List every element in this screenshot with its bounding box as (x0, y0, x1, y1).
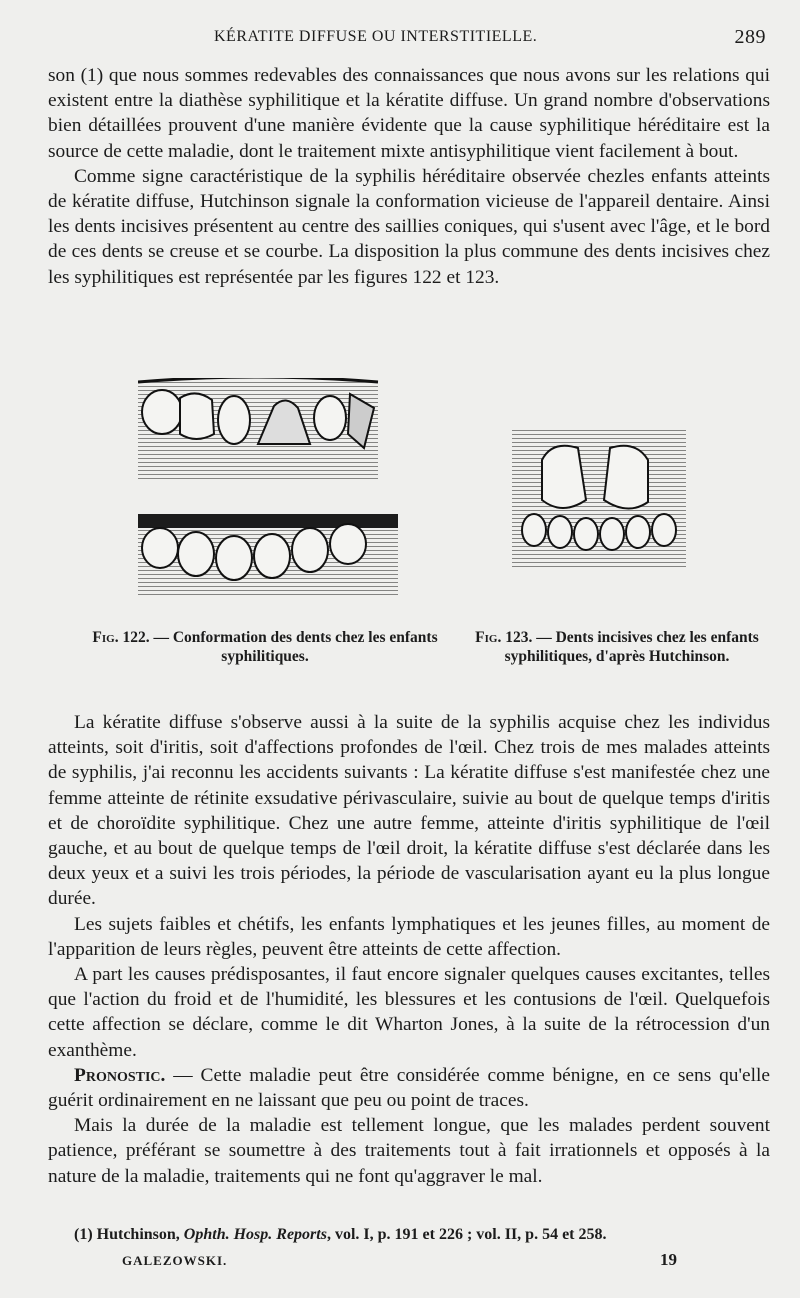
text-block-bottom (48, 710, 770, 1189)
prognosis-text: — Cette maladie peut être considérée comme bénigne, en ce sens qu'elle guérit ordinairement en ne laissant que peu ou point de traces. (48, 1064, 770, 1112)
text-block-top (48, 63, 770, 290)
footnote-rest: , vol. I, p. 191 et 226 ; vol. II, p. 54 et 258. (326, 1226, 607, 1243)
footnote (74, 1226, 774, 1244)
figure-label: Fig. 123. (475, 629, 533, 646)
prognosis-heading: Pronostic. (74, 1064, 166, 1086)
figure-caption-text: — Dents incisives chez les enfants syphilitiques, d'après Hutchinson. (504, 629, 759, 665)
figure-caption (466, 628, 768, 666)
running-head (46, 28, 770, 52)
page-number: 289 (734, 26, 766, 48)
sheet-number: 19 (660, 1250, 677, 1269)
printer-signature: GALEZOWSKI. (122, 1253, 228, 1268)
running-title: KÉRATITE DIFFUSE OU INTERSTITIELLE. (214, 28, 538, 45)
paragraph: son (1) que nous sommes redevables des connaissances que nous avons sur les relations qui existent entre la diathèse syphilitique et la kératite diffuse. Un grand nombre d'observations bien détaillées prouvent d'une manière évidente que la cause syphilitique héréditaire est la source de cette maladie, dont le traitement mixte antisyphilitique vient facilement à bout. (48, 65, 770, 162)
figure-caption (84, 628, 446, 666)
figure-label: Fig. 122. (92, 629, 150, 646)
paragraph: Comme signe caractéristique de la syphilis héréditaire observée chezles enfants atteints de kératite diffuse, Hutchinson signale la conformation vicieuse de l'appareil dentaire. Ainsi les dents incisives présentent au centre des saillies coniques, qui s'usent avec l'âge, et le bord de ces dents se creuse et se courbe. La disposition la plus commune des dents incisives chez les syphilitiques est représentée par les figures 122 et 123. (48, 165, 770, 288)
figure-caption-text: — Conformation des dents chez les enfants syphilitiques. (153, 629, 438, 665)
paragraph: A part les causes prédisposantes, il faut encore signaler quelques causes excitantes, telles que l'action du froid et de l'humidité, les blessures et les contusions de l'œil. Quelquefois cette affection se déclare, comme le dit Wharton Jones, à la suite de la rétrocession d'un exanthème. (48, 964, 770, 1061)
paragraph: Les sujets faibles et chétifs, les enfants lymphatiques et les jeunes filles, au moment de l'apparition de leurs règles, peuvent être atteints de cette affection. (48, 913, 770, 960)
prognosis-paragraph (48, 1063, 770, 1113)
footnote-journal: Ophth. Hosp. Reports (183, 1226, 327, 1243)
incisors-illustration (512, 430, 686, 570)
footnote-mark: (1) Hutchinson, (74, 1226, 184, 1243)
teeth-illustration (138, 378, 398, 604)
paragraph: Mais la durée de la maladie est tellement longue, que les malades perdent souvent patience, préférant se soumettre à des traitements tout à fait irrationnels et opposés à la nature de la maladie, traitements qui ne font qu'aggraver le mal. (48, 1115, 770, 1187)
paragraph: La kératite diffuse s'observe aussi à la suite de la syphilis acquise chez les individus atteints, soit d'iritis, soit d'affections profondes de l'œil. Chez trois de mes malades atteints de syphilis, j'ai reconnu les accidents suivants : La kératite diffuse s'est manifestée chez une femme atteinte de rétinite exsudative périvasculaire, suivie au bout de quelque temps d'iritis et de choroïdite syphilitique. Chez une autre femme, atteinte d'iritis syphilitique de l'œil gauche, et au bout de quelque temps de l'œil droit, la kératite diffuse s'est déclarée dans les deux yeux et a suivi les trois périodes, la période de vascularisation ayant eu la plus longue durée. (48, 712, 770, 910)
